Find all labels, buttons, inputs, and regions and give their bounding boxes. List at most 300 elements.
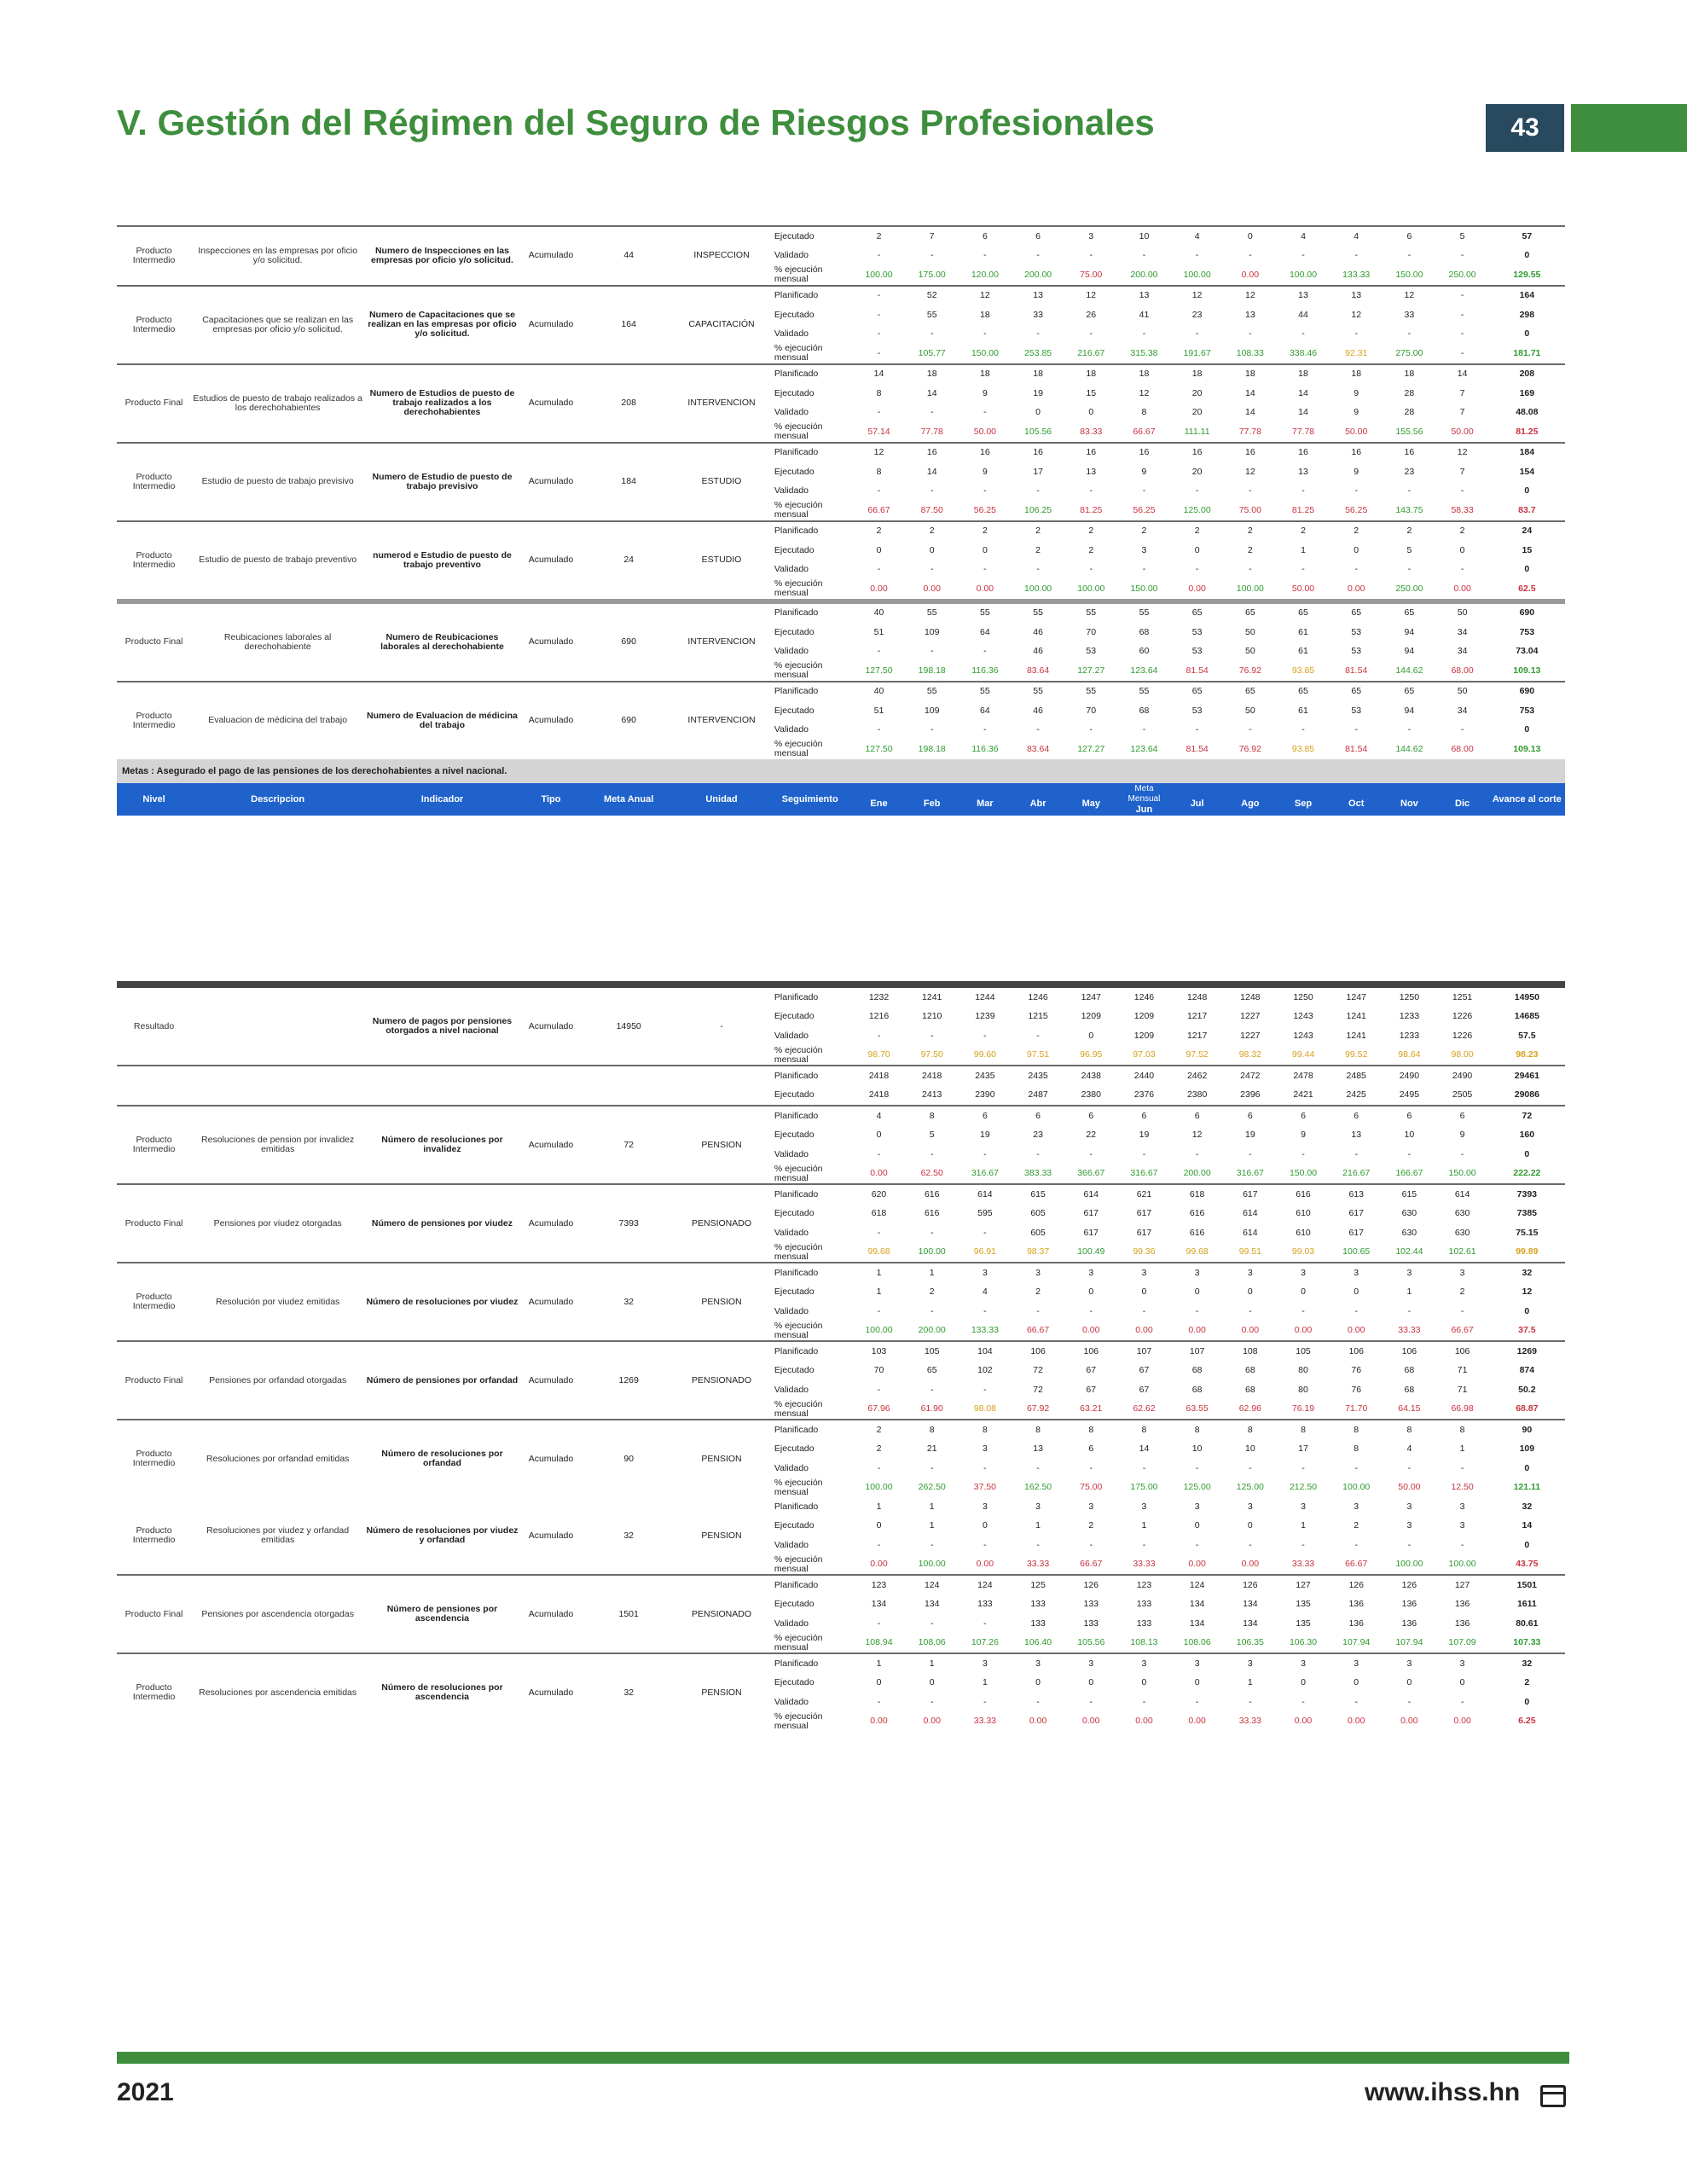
month-value: 8: [1330, 1420, 1383, 1440]
month-value: -: [1089, 724, 1093, 735]
month-value: 50: [1244, 705, 1255, 716]
avance-value: 298: [1519, 309, 1535, 320]
month-value: 123: [852, 1575, 905, 1595]
month-value: -: [983, 564, 987, 575]
month-value: 3: [1224, 1653, 1277, 1674]
month-value: -: [877, 309, 881, 320]
month-value: 50: [1435, 682, 1488, 702]
month-value: 100.00: [1183, 269, 1211, 280]
month-value: -: [1249, 328, 1252, 340]
meta-anual-cell: 32: [582, 1263, 675, 1341]
month-value: 0.00: [1135, 1716, 1153, 1727]
month-value: 1217: [1186, 1030, 1208, 1041]
month-value: 100.00: [918, 1559, 946, 1570]
month-value: 23: [1033, 1130, 1043, 1141]
month-value: -: [1195, 485, 1199, 497]
month-value: 3: [1435, 1263, 1488, 1283]
month-value: 0.00: [1294, 1325, 1313, 1336]
month-value: 55: [1117, 682, 1170, 702]
seguimiento-label: Planificado: [768, 286, 853, 306]
month-value: -: [1460, 724, 1464, 735]
month-value: 4: [852, 1106, 905, 1126]
month-value: 1248: [1224, 985, 1277, 1008]
seguimiento-label: % ejecución mensual: [774, 1711, 823, 1731]
month-value: 1233: [1399, 1011, 1420, 1022]
unidad-cell: [675, 1066, 768, 1106]
month-value: 14: [1244, 387, 1255, 398]
month-value: 100.00: [865, 1482, 893, 1493]
month-value: -: [877, 328, 881, 340]
month-value: 1239: [975, 1011, 995, 1022]
indicador-cell: Número de resoluciones por ascendencia: [364, 1653, 519, 1731]
month-value: -: [1036, 1462, 1040, 1473]
month-value: 3: [959, 1263, 1012, 1283]
indicator-table-top: [117, 225, 1565, 816]
month-value: 630: [1401, 1227, 1417, 1238]
month-value: 96.91: [973, 1246, 997, 1258]
header-month-label: Jul: [1190, 798, 1204, 809]
avance-value: 57: [1489, 226, 1565, 247]
month-value: 2: [1064, 521, 1117, 542]
month-value: 99.51: [1238, 1246, 1261, 1258]
month-value: -: [983, 724, 987, 735]
month-value: 0: [1194, 1677, 1200, 1688]
month-value: 68: [1191, 1365, 1203, 1376]
month-value: 80: [1298, 1365, 1308, 1376]
indicador-cell: Numero de Evaluacion de médicina del trabajo: [364, 682, 519, 759]
month-value: 133: [1136, 1599, 1152, 1610]
month-value: 18: [1224, 364, 1277, 385]
month-value: 1: [1301, 544, 1306, 555]
month-value: -: [1407, 250, 1412, 261]
month-value: 134: [1243, 1618, 1258, 1629]
month-value: 0: [1088, 407, 1094, 418]
month-value: 18: [906, 364, 959, 385]
month-value: 13: [1351, 1130, 1362, 1141]
month-value: -: [1142, 564, 1146, 575]
avance-value: 24: [1489, 521, 1565, 542]
month-value: 615: [1383, 1184, 1435, 1205]
meta-anual-cell: 90: [582, 1420, 675, 1497]
header-unidad: Unidad: [675, 783, 768, 816]
month-value: 65: [1171, 601, 1224, 624]
indicador-cell: Número de resoluciones por orfandad: [364, 1420, 519, 1497]
month-value: 8: [906, 1106, 959, 1126]
month-value: 64.15: [1398, 1403, 1421, 1414]
month-value: 12: [959, 286, 1012, 306]
month-value: 68: [1404, 1365, 1415, 1376]
header-indicador: Indicador: [364, 783, 519, 816]
month-value: 1209: [1081, 1011, 1101, 1022]
month-value: -: [1407, 1539, 1412, 1550]
month-value: -: [1354, 1148, 1358, 1159]
month-value: 68: [1191, 1384, 1203, 1395]
month-value: 1216: [868, 1011, 890, 1022]
unidad-cell: PENSIONADO: [675, 1184, 768, 1263]
month-value: 630: [1401, 1208, 1417, 1219]
month-value: 19: [1139, 1130, 1150, 1141]
descripcion-cell: Reubicaciones laborales al derechohabiente: [191, 601, 364, 682]
month-value: 126: [1383, 1575, 1435, 1595]
nivel-cell: Producto Intermedio: [117, 286, 191, 364]
month-value: 126: [1330, 1575, 1383, 1595]
month-value: 55: [959, 601, 1012, 624]
descripcion-cell: [191, 985, 364, 1066]
month-value: -: [1036, 1305, 1040, 1316]
avance-value: 32: [1522, 1501, 1533, 1512]
month-value: 216.67: [1077, 347, 1105, 358]
month-value: 65: [1277, 601, 1330, 624]
header-month-label: Jun: [1135, 804, 1153, 815]
month-value: 108.06: [1183, 1637, 1211, 1648]
header-seguimiento: Seguimiento: [768, 783, 853, 816]
month-value: 2: [959, 521, 1012, 542]
avance-value: 14685: [1514, 1011, 1539, 1022]
month-value: 8: [876, 387, 882, 398]
month-value: 33: [1404, 309, 1415, 320]
month-value: 2487: [1028, 1089, 1048, 1101]
nivel-cell: Producto Final: [117, 601, 191, 682]
month-value: 166.67: [1395, 1168, 1423, 1179]
month-value: 16: [1383, 443, 1435, 463]
month-value: 0: [876, 544, 882, 555]
seguimiento-label: Validado: [774, 1384, 809, 1395]
month-value: 1: [852, 1263, 905, 1283]
month-value: 8: [1277, 1420, 1330, 1440]
month-value: 108.13: [1130, 1637, 1158, 1648]
descripcion-cell: Pensiones por viudez otorgadas: [191, 1184, 364, 1263]
month-value: 10: [1404, 1130, 1415, 1141]
month-value: -: [1354, 250, 1358, 261]
month-value: 100.00: [918, 1246, 946, 1258]
descripcion-cell: Evaluacion de médicina del trabajo: [191, 682, 364, 759]
month-value: 0.00: [976, 1559, 994, 1570]
descripcion-cell: Pensiones por ascendencia otorgadas: [191, 1575, 364, 1653]
seguimiento-label: % ejecución mensual: [774, 1633, 823, 1653]
month-value: -: [983, 1030, 987, 1041]
month-value: 0.00: [1241, 1559, 1260, 1570]
month-value: 1251: [1435, 985, 1488, 1008]
month-value: 9: [1354, 407, 1359, 418]
header-avance: Avance al corte: [1489, 783, 1565, 816]
month-value: 1227: [1240, 1011, 1261, 1022]
month-value: 102.44: [1395, 1246, 1423, 1258]
month-value: 2: [1224, 521, 1277, 542]
seguimiento-label: Planificado: [768, 1341, 853, 1362]
month-value: 98.70: [867, 1049, 890, 1060]
month-value: 3: [1171, 1263, 1224, 1283]
tipo-cell: Acumulado: [520, 1341, 583, 1420]
month-value: 62.62: [1133, 1403, 1156, 1414]
month-value: 0: [1088, 1030, 1094, 1041]
month-value: -: [1354, 724, 1358, 735]
month-value: 107.94: [1395, 1637, 1423, 1648]
avance-value: 15: [1522, 544, 1533, 555]
month-value: 198.18: [918, 665, 946, 676]
month-value: 99.68: [1186, 1246, 1209, 1258]
month-value: 16: [1064, 443, 1117, 463]
month-value: -: [983, 1696, 987, 1707]
month-value: 16: [906, 443, 959, 463]
month-value: 1: [1301, 1520, 1306, 1531]
month-value: 2418: [868, 1089, 890, 1101]
avance-value: 7393: [1489, 1184, 1565, 1205]
descripcion-cell: Resoluciones por viudez y orfandad emitidas: [206, 1525, 350, 1545]
month-value: 6: [1383, 226, 1435, 247]
month-value: 127: [1435, 1575, 1488, 1595]
month-value: -: [1195, 724, 1199, 735]
month-value: 6: [1012, 226, 1064, 247]
month-value: 162.50: [1024, 1482, 1052, 1493]
month-value: 20: [1191, 407, 1203, 418]
month-value: 610: [1296, 1208, 1311, 1219]
meta-anual-cell: [582, 1066, 675, 1106]
month-value: 63.21: [1080, 1403, 1103, 1414]
nivel-cell: Producto Final: [117, 1341, 191, 1420]
month-value: 2376: [1133, 1089, 1155, 1101]
month-value: -: [1301, 1462, 1305, 1473]
meta-anual-cell: 690: [582, 682, 675, 759]
month-value: 0.00: [1082, 1325, 1100, 1336]
table-row: [117, 1420, 1565, 1440]
month-value: -: [1301, 1539, 1305, 1550]
seguimiento-label: Validado: [774, 1696, 809, 1707]
month-value: -: [1435, 286, 1488, 306]
tipo-cell: Acumulado: [520, 443, 583, 521]
month-value: 150.00: [1130, 583, 1158, 594]
seguimiento-label: Planificado: [774, 1501, 819, 1512]
month-value: 98.08: [973, 1403, 997, 1414]
month-value: 316.67: [1236, 1168, 1264, 1179]
month-value: 100.49: [1077, 1246, 1105, 1258]
month-value: 81.54: [1186, 743, 1209, 754]
indicador-cell: Número de pensiones por ascendencia: [364, 1575, 519, 1653]
avance-value: 1501: [1489, 1575, 1565, 1595]
month-value: 62.96: [1238, 1403, 1261, 1414]
month-value: 60: [1139, 646, 1150, 657]
month-value: 3: [1141, 1501, 1147, 1512]
month-value: 3: [1117, 1653, 1170, 1674]
month-value: -: [1089, 485, 1093, 497]
month-value: 13: [1117, 286, 1170, 306]
seguimiento-label: % ejecución mensual: [774, 1554, 823, 1574]
month-value: 1226: [1452, 1030, 1473, 1041]
month-value: 3: [1406, 1501, 1412, 1512]
month-value: 2: [852, 226, 905, 247]
avance-value: 32: [1489, 1653, 1565, 1674]
table-header-bar: [117, 783, 1565, 816]
avance-value: 29086: [1514, 1089, 1539, 1101]
avance-value: 129.55: [1513, 269, 1541, 280]
indicador-cell: Numero de Inspecciones en las empresas por oficio y/o solicitud.: [364, 226, 519, 286]
month-value: 8: [1224, 1420, 1277, 1440]
month-value: -: [930, 1030, 934, 1041]
table-row: [117, 364, 1565, 385]
month-value: 0.00: [923, 583, 941, 594]
seguimiento-label: Validado: [774, 1462, 809, 1473]
month-value: -: [1354, 564, 1358, 575]
month-value: 2380: [1081, 1089, 1101, 1101]
month-value: -: [1195, 1696, 1199, 1707]
month-value: 0: [1459, 1677, 1465, 1688]
avance-value: 0: [1524, 724, 1530, 735]
month-value: 595: [977, 1208, 993, 1219]
month-value: 50.00: [1345, 426, 1368, 437]
month-value: 98.00: [1451, 1049, 1474, 1060]
month-value: 16: [1277, 443, 1330, 463]
month-value: 61: [1298, 626, 1308, 637]
month-value: 155.56: [1395, 426, 1423, 437]
month-value: 76.92: [1238, 665, 1261, 676]
month-value: 1248: [1171, 985, 1224, 1008]
month-value: -: [1460, 250, 1464, 261]
nivel-cell: Producto Intermedio: [117, 1420, 191, 1497]
month-value: 68: [1244, 1365, 1255, 1376]
seguimiento-label: % ejecución mensual: [774, 344, 823, 363]
unidad-cell: CAPACITACIÓN: [675, 286, 768, 364]
month-value: -: [1460, 1305, 1464, 1316]
month-value: 68: [1404, 1384, 1415, 1395]
month-value: 37.50: [973, 1482, 997, 1493]
month-value: 100.65: [1342, 1246, 1371, 1258]
month-value: 99.44: [1291, 1049, 1315, 1060]
month-value: 98.64: [1398, 1049, 1421, 1060]
month-value: 6: [1012, 1106, 1064, 1126]
unidad-cell: INTERVENCION: [675, 601, 768, 682]
avance-value: 29461: [1489, 1066, 1565, 1086]
month-value: 175.00: [1130, 1482, 1158, 1493]
month-value: 6: [1277, 1106, 1330, 1126]
month-value: 136: [1454, 1599, 1470, 1610]
month-value: 2435: [1012, 1066, 1064, 1086]
header-month-jul: [1171, 783, 1224, 816]
month-value: -: [983, 1618, 987, 1629]
table-row: [117, 1653, 1565, 1674]
month-value: 3: [1459, 1520, 1465, 1531]
tipo-cell: Acumulado: [520, 1263, 583, 1341]
month-value: -: [877, 1227, 881, 1238]
seguimiento-label: Ejecutado: [774, 309, 815, 320]
nivel-cell: Producto Intermedio: [117, 1263, 191, 1341]
month-value: 68: [1139, 705, 1150, 716]
month-value: 65: [1224, 601, 1277, 624]
month-value: 216.67: [1342, 1168, 1371, 1179]
month-value: 8: [1141, 407, 1147, 418]
month-value: 19: [1244, 1130, 1255, 1141]
month-value: 14: [852, 364, 905, 385]
month-value: 9: [1301, 1130, 1306, 1141]
unidad-cell: PENSIONADO: [675, 1575, 768, 1653]
seguimiento-label: Ejecutado: [774, 1599, 815, 1610]
descripcion-cell: Estudio de puesto de trabajo previsivo: [191, 443, 364, 521]
seguimiento-label: Ejecutado: [774, 466, 815, 477]
avance-value: 109.13: [1513, 665, 1541, 676]
month-value: -: [877, 646, 881, 657]
tipo-cell: Acumulado: [520, 601, 583, 682]
month-value: 3: [1194, 1501, 1200, 1512]
month-value: 0: [1354, 544, 1359, 555]
month-value: -: [930, 1462, 934, 1473]
month-value: 68: [1244, 1384, 1255, 1395]
month-value: 20: [1191, 466, 1203, 477]
footer-url[interactable]: www.ihss.hn: [1365, 2078, 1521, 2106]
month-value: 0: [1194, 1287, 1200, 1298]
month-value: 8: [959, 1420, 1012, 1440]
month-value: 65: [1330, 682, 1383, 702]
month-value: -: [930, 724, 934, 735]
month-value: 1: [1035, 1520, 1041, 1531]
month-value: 106.35: [1236, 1637, 1264, 1648]
month-value: 1: [982, 1677, 988, 1688]
month-value: -: [1407, 564, 1412, 575]
month-value: -: [1089, 1539, 1093, 1550]
avance-value: 181.71: [1513, 347, 1541, 358]
month-value: -: [1301, 250, 1305, 261]
header-month-label: Sep: [1294, 798, 1313, 809]
month-value: 18: [1171, 364, 1224, 385]
month-value: 83.64: [1026, 665, 1050, 676]
month-value: 55: [1012, 601, 1064, 624]
meta-anual-cell: 690: [582, 601, 675, 682]
month-value: 18: [1277, 364, 1330, 385]
month-value: 0: [1247, 1287, 1253, 1298]
seguimiento-label: Validado: [774, 328, 809, 340]
nivel-cell: Producto Intermedio: [117, 521, 191, 601]
month-value: -: [1089, 564, 1093, 575]
table-row: [117, 443, 1565, 463]
header-month-sep: [1277, 783, 1330, 816]
header-month-label: Oct: [1348, 798, 1365, 809]
seguimiento-label: Validado: [774, 564, 809, 575]
month-value: 116.36: [971, 743, 999, 754]
month-value: -: [930, 407, 934, 418]
month-value: 0: [1035, 1677, 1041, 1688]
month-value: 9: [982, 466, 988, 477]
month-value: 0.00: [1400, 1716, 1418, 1727]
seguimiento-label: Planificado: [768, 1184, 853, 1205]
month-value: 126: [1224, 1575, 1277, 1595]
month-value: 14: [1435, 364, 1488, 385]
month-value: 57.14: [867, 426, 890, 437]
page-number-badge: 43: [1486, 104, 1564, 152]
meta-anual-cell: 1501: [582, 1575, 675, 1653]
descripcion-cell: Resolución por viudez emitidas: [191, 1263, 364, 1341]
unidad-cell: PENSION: [675, 1420, 768, 1497]
month-value: -: [1249, 1462, 1252, 1473]
month-value: 127.27: [1077, 665, 1105, 676]
header-month-oct: [1330, 783, 1383, 816]
month-value: 212.50: [1289, 1482, 1318, 1493]
month-value: 66.67: [1133, 426, 1156, 437]
month-value: 0: [1224, 226, 1277, 247]
month-value: 3: [1064, 226, 1117, 247]
month-value: 2: [1277, 521, 1330, 542]
month-value: 108.06: [918, 1637, 946, 1648]
month-value: 0: [1406, 1677, 1412, 1688]
month-value: 98.37: [1026, 1246, 1050, 1258]
header-month-label: Nov: [1400, 798, 1418, 809]
month-value: 23: [1191, 309, 1203, 320]
month-value: -: [983, 407, 987, 418]
month-value: 71.70: [1345, 1403, 1368, 1414]
month-value: 135: [1296, 1618, 1311, 1629]
month-value: -: [1195, 250, 1199, 261]
month-value: 1232: [852, 985, 905, 1008]
month-value: -: [877, 1148, 881, 1159]
month-value: 56.25: [1345, 504, 1368, 515]
month-value: 617: [1224, 1184, 1277, 1205]
avance-value: 12: [1522, 1287, 1533, 1298]
